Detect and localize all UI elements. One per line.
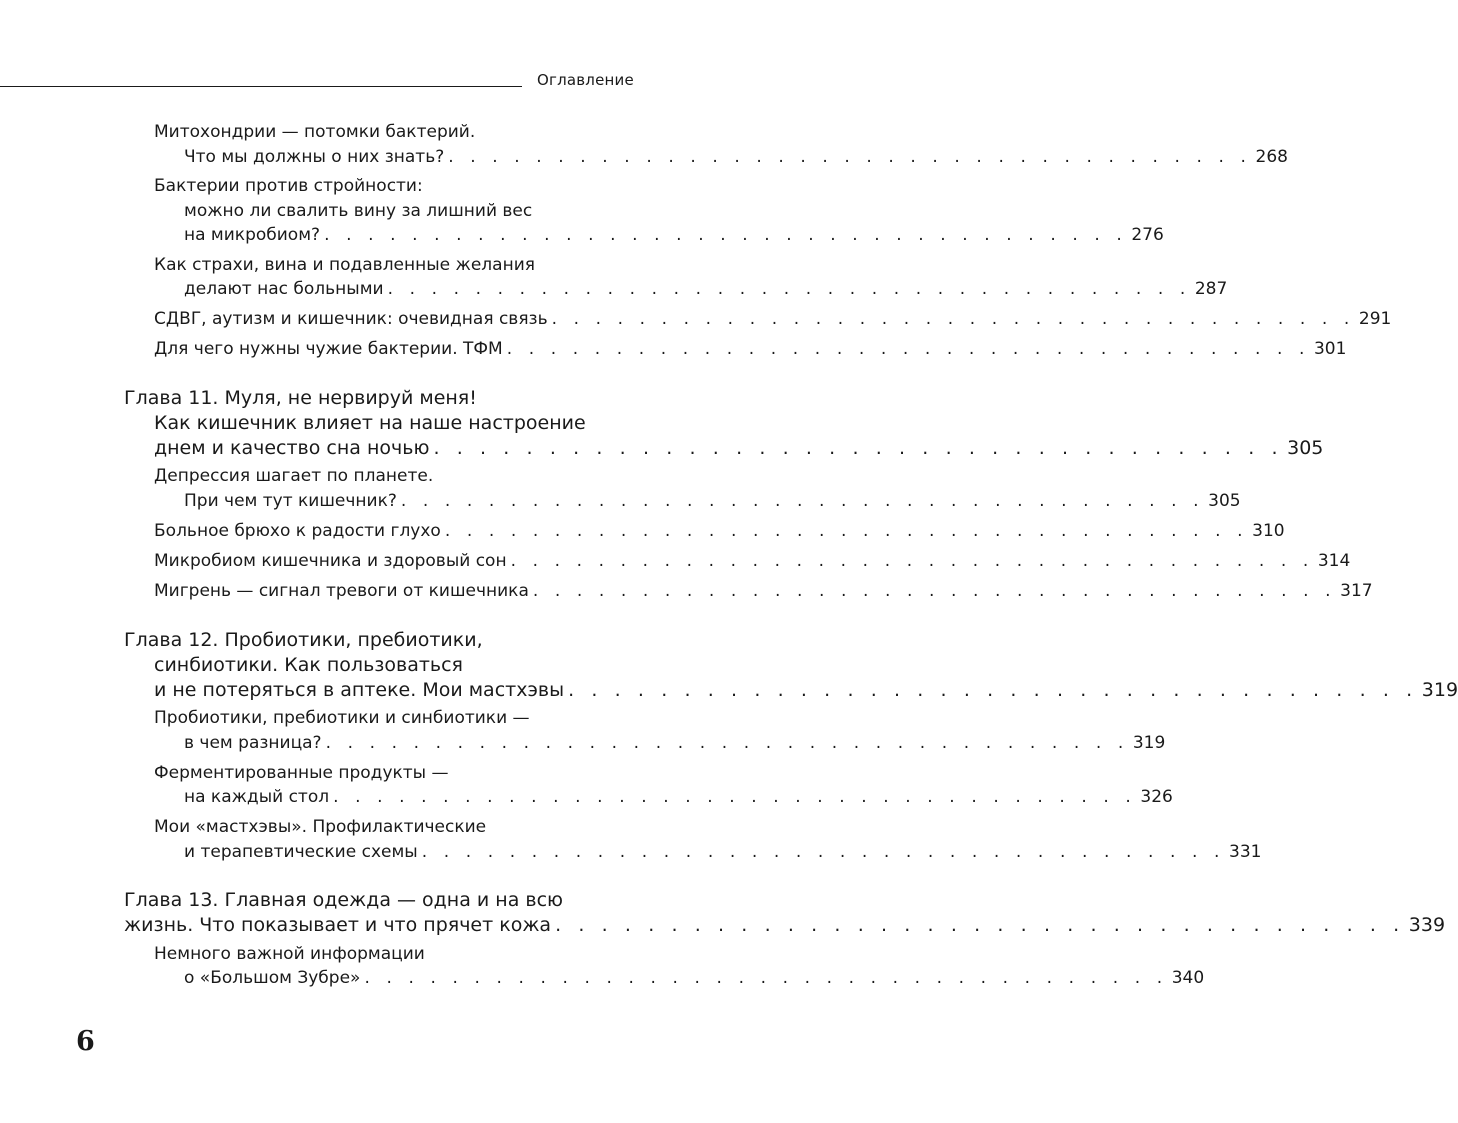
toc-entry-title: на микробиом?	[184, 225, 321, 245]
toc-entry-line	[154, 309, 1392, 329]
chapter-title: жизнь. Что показывает и что прячет кожа	[124, 914, 552, 936]
dot-leader: . . . . . . . . . . . . . . . . . . . . . . . . . . . . . . . . . . . . .	[532, 581, 1337, 601]
toc-entry-line	[154, 124, 475, 141]
chapter-heading-line	[124, 914, 1446, 936]
toc-entry-line	[154, 178, 423, 195]
toc-entry-line	[184, 787, 1173, 807]
toc-entry-line	[154, 581, 1373, 601]
toc-entry-line	[184, 842, 1262, 862]
toc-entry-title: Бактерии против стройности:	[154, 176, 423, 196]
toc-entry-title: Для чего нужны чужие бактерии. ТФМ	[154, 339, 503, 359]
toc-entry-title: При чем тут кишечник?	[184, 491, 397, 511]
chapter-heading-line	[154, 679, 1458, 701]
header-rule	[0, 86, 522, 87]
page-number-folio: 6	[76, 1026, 95, 1057]
toc-entry-line	[184, 733, 1166, 753]
toc-entry-title: на каждый стол	[184, 787, 330, 807]
toc-page-number: 305	[1287, 437, 1324, 459]
dot-leader: . . . . . . . . . . . . . . . . . . . . . . . . . . . . . . . . . . . . .	[364, 968, 1168, 988]
dot-leader: . . . . . . . . . . . . . . . . . . . . . . . . . . . . . . . . . . . . .	[433, 437, 1284, 459]
dot-leader: . . . . . . . . . . . . . . . . . . . . . . . . . . . . . . . . . . . . .	[448, 147, 1252, 167]
toc-entry-line	[154, 710, 530, 727]
chapter-title: синбиотики. Как пользоваться	[154, 654, 463, 676]
toc-entry-title: Пробиотики, пребиотики и синбиотики —	[154, 708, 530, 728]
chapter-title: Как кишечник влияет на наше настроение	[154, 412, 586, 434]
toc-entry-line	[184, 147, 1288, 167]
toc-entry-title: СДВГ, аутизм и кишечник: очевидная связь	[154, 309, 548, 329]
dot-leader: . . . . . . . . . . . . . . . . . . . . . . . . . . . . . . . . . . . . .	[506, 339, 1310, 359]
toc-entry-line	[184, 968, 1205, 988]
dot-leader: . . . . . . . . . . . . . . . . . . . . . . . . . . . . . . . . . . . . .	[333, 787, 1137, 807]
toc-entry-title: Мигрень — сигнал тревоги от кишечника	[154, 581, 529, 601]
toc-page-number: 317	[1340, 581, 1373, 601]
toc-entry-title: делают нас больными	[184, 279, 384, 299]
toc-entry-title: Ферментированные продукты —	[154, 763, 449, 783]
chapter-heading-line	[124, 891, 563, 910]
toc-entry-title: Что мы должны о них знать?	[184, 147, 445, 167]
toc-page-number: 287	[1194, 279, 1228, 299]
toc-page-number: 305	[1208, 491, 1241, 511]
toc-page-number: 339	[1408, 914, 1446, 936]
toc-entry-line	[184, 491, 1241, 511]
dot-leader: . . . . . . . . . . . . . . . . . . . . . . . . . . . . . . . . . . . . .	[444, 521, 1249, 541]
toc-entry-line	[154, 946, 425, 963]
toc-entry-title: Немного важной информации	[154, 944, 425, 964]
chapter-heading-line	[124, 389, 477, 408]
toc-entry-line	[154, 521, 1285, 541]
running-header: Оглавление	[537, 71, 634, 89]
toc-entry-line	[154, 257, 535, 274]
chapter-heading-line	[124, 631, 483, 650]
toc-entry-title: Депрессия шагает по планете.	[154, 466, 434, 486]
dot-leader: . . . . . . . . . . . . . . . . . . . . . . . . . . . . . . . . . . . . .	[421, 842, 1225, 862]
toc-entry-line	[154, 551, 1351, 571]
toc-page-number: 276	[1131, 225, 1164, 245]
dot-leader: . . . . . . . . . . . . . . . . . . . . . . . . . . . . . . . . . . . . .	[510, 551, 1314, 571]
dot-leader: . . . . . . . . . . . . . . . . . . . . . . . . . . . . . . . . . . . . .	[324, 225, 1128, 245]
toc-entry-line	[154, 468, 433, 485]
toc-page-number: 319	[1421, 679, 1458, 701]
toc-page-number: 268	[1255, 147, 1288, 167]
toc-entry-line	[154, 765, 449, 782]
toc-entry-line	[184, 203, 532, 220]
toc-page-number: 340	[1171, 968, 1205, 988]
toc-entry-title: в чем разница?	[184, 733, 322, 753]
dot-leader: . . . . . . . . . . . . . . . . . . . . . . . . . . . . . . . . . . . . .	[551, 309, 1355, 329]
toc-entry-title: Мои «мастхэвы». Профилактические	[154, 817, 487, 837]
toc-entry-title: и терапевтические схемы	[184, 842, 418, 862]
chapter-title: Глава 11. Муля, не нервируй меня!	[124, 387, 477, 409]
dot-leader: . . . . . . . . . . . . . . . . . . . . . . . . . . . . . . . . . . . . .	[400, 491, 1205, 511]
toc-page-number: 314	[1317, 551, 1351, 571]
toc-entry-title: можно ли свалить вину за лишний вес	[184, 201, 533, 221]
toc-entry-line	[154, 339, 1347, 359]
toc-page-number: 331	[1229, 842, 1262, 862]
toc-entry-title: о «Большом Зубре»	[184, 968, 361, 988]
dot-leader: . . . . . . . . . . . . . . . . . . . . . . . . . . . . . . . . . . . . .	[325, 733, 1129, 753]
chapter-heading-line	[154, 656, 463, 675]
chapter-title: Глава 12. Пробиотики, пребиотики,	[124, 629, 483, 651]
chapter-heading-line	[154, 437, 1324, 459]
chapter-title: днем и качество сна ночью	[154, 437, 430, 459]
toc-entry-line	[184, 225, 1164, 245]
toc-entry-title: Больное брюхо к радости глухо	[154, 521, 441, 541]
chapter-heading-line	[154, 414, 586, 433]
toc-entry-line	[154, 819, 486, 836]
toc-entry-line	[184, 279, 1228, 299]
toc-entry-title: Митохондрии — потомки бактерий.	[154, 122, 476, 142]
toc-page-number: 326	[1140, 787, 1173, 807]
toc-page-number: 310	[1252, 521, 1285, 541]
dot-leader: . . . . . . . . . . . . . . . . . . . . . . . . . . . . . . . . . . . . .	[555, 914, 1405, 936]
dot-leader: . . . . . . . . . . . . . . . . . . . . . . . . . . . . . . . . . . . . .	[387, 279, 1191, 299]
toc-page-number: 319	[1132, 733, 1166, 753]
toc-entry-title: Как страхи, вина и подавленные желания	[154, 255, 535, 275]
toc-page-number: 301	[1313, 339, 1347, 359]
chapter-title: и не потеряться в аптеке. Мои мастхэвы	[154, 679, 565, 701]
chapter-title: Глава 13. Главная одежда — одна и на всю	[124, 889, 564, 911]
toc-entry-title: Микробиом кишечника и здоровый сон	[154, 551, 507, 571]
toc-page-number: 291	[1358, 309, 1392, 329]
dot-leader: . . . . . . . . . . . . . . . . . . . . . . . . . . . . . . . . . . . . .	[568, 679, 1418, 701]
